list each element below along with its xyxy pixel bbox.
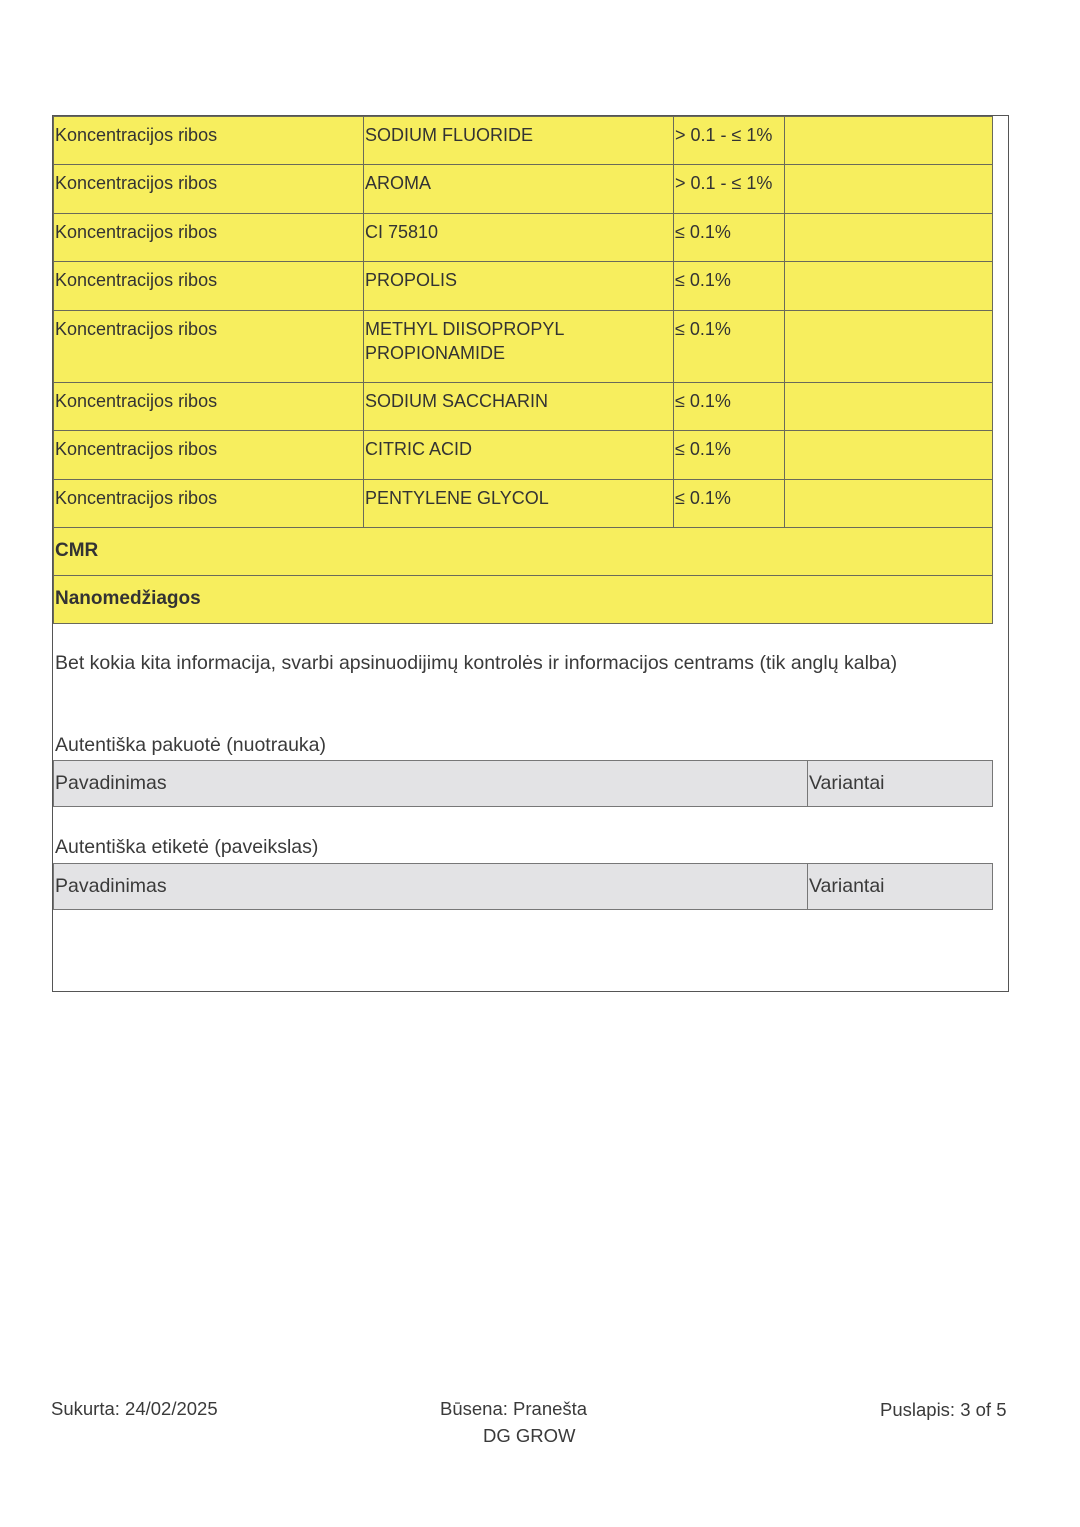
table-row <box>54 382 993 430</box>
row-label: Koncentracijos ribos <box>54 431 364 479</box>
label-caption: Autentiška etiketė (paveikslas) <box>55 836 319 858</box>
extra-cell <box>785 165 993 213</box>
table-row <box>54 165 993 213</box>
substance-name: SODIUM FLUORIDE <box>364 117 674 165</box>
column-header-variants: Variantai <box>808 761 993 807</box>
table-row <box>54 262 993 310</box>
concentration-range: ≤ 0.1% <box>674 310 785 382</box>
footer-page-number: Puslapis: 3 of 5 <box>880 1399 1007 1420</box>
table-header-row <box>54 864 993 910</box>
extra-cell <box>785 431 993 479</box>
concentration-range: ≤ 0.1% <box>674 479 785 527</box>
row-label: Koncentracijos ribos <box>54 310 364 382</box>
column-header-name: Pavadinimas <box>54 761 808 807</box>
extra-cell <box>785 213 993 261</box>
substance-name: PROPOLIS <box>364 262 674 310</box>
footer-status: Būsena: Pranešta <box>440 1398 588 1419</box>
concentration-table <box>53 116 993 624</box>
table-row <box>54 479 993 527</box>
row-label: Koncentracijos ribos <box>54 213 364 261</box>
concentration-range: > 0.1 - ≤ 1% <box>674 165 785 213</box>
row-label: Koncentracijos ribos <box>54 479 364 527</box>
extra-cell <box>785 262 993 310</box>
label-table <box>53 863 993 910</box>
substance-name: CI 75810 <box>364 213 674 261</box>
concentration-range: ≤ 0.1% <box>674 262 785 310</box>
concentration-range: ≤ 0.1% <box>674 382 785 430</box>
concentration-range: ≤ 0.1% <box>674 213 785 261</box>
substance-name: PENTYLENE GLYCOL <box>364 479 674 527</box>
packaging-table <box>53 760 993 807</box>
substance-name: SODIUM SACCHARIN <box>364 382 674 430</box>
table-header-row <box>54 761 993 807</box>
packaging-caption: Autentiška pakuotė (nuotrauka) <box>55 734 327 756</box>
concentration-range: ≤ 0.1% <box>674 431 785 479</box>
section-heading-cmr: CMR <box>54 528 993 576</box>
column-header-name: Pavadinimas <box>54 864 808 910</box>
table-row <box>54 431 993 479</box>
substance-name: METHYL DIISOPROPYL PROPIONAMIDE <box>364 310 674 382</box>
table-row <box>54 310 993 382</box>
row-label: Koncentracijos ribos <box>54 117 364 165</box>
footer-created-date: Sukurta: 24/02/2025 <box>51 1398 218 1419</box>
section-row-cmr <box>54 528 993 576</box>
extra-cell <box>785 117 993 165</box>
concentration-range: > 0.1 - ≤ 1% <box>674 117 785 165</box>
table-row <box>54 213 993 261</box>
column-header-variants: Variantai <box>808 864 993 910</box>
extra-cell <box>785 479 993 527</box>
row-label: Koncentracijos ribos <box>54 165 364 213</box>
row-label: Koncentracijos ribos <box>54 382 364 430</box>
table-row <box>54 117 993 165</box>
content-frame <box>52 115 1009 992</box>
extra-cell <box>785 382 993 430</box>
substance-name: CITRIC ACID <box>364 431 674 479</box>
substance-name: AROMA <box>364 165 674 213</box>
section-heading-nanomaterials: Nanomedžiagos <box>54 576 993 624</box>
extra-cell <box>785 310 993 382</box>
footer-organization: DG GROW <box>483 1425 576 1446</box>
row-label: Koncentracijos ribos <box>54 262 364 310</box>
section-row-nanomaterials <box>54 576 993 624</box>
poison-centre-info-text: Bet kokia kita informacija, svarbi apsinuodijimų kontrolės ir informacijos centrams (tik anglų kalba) <box>55 652 898 674</box>
